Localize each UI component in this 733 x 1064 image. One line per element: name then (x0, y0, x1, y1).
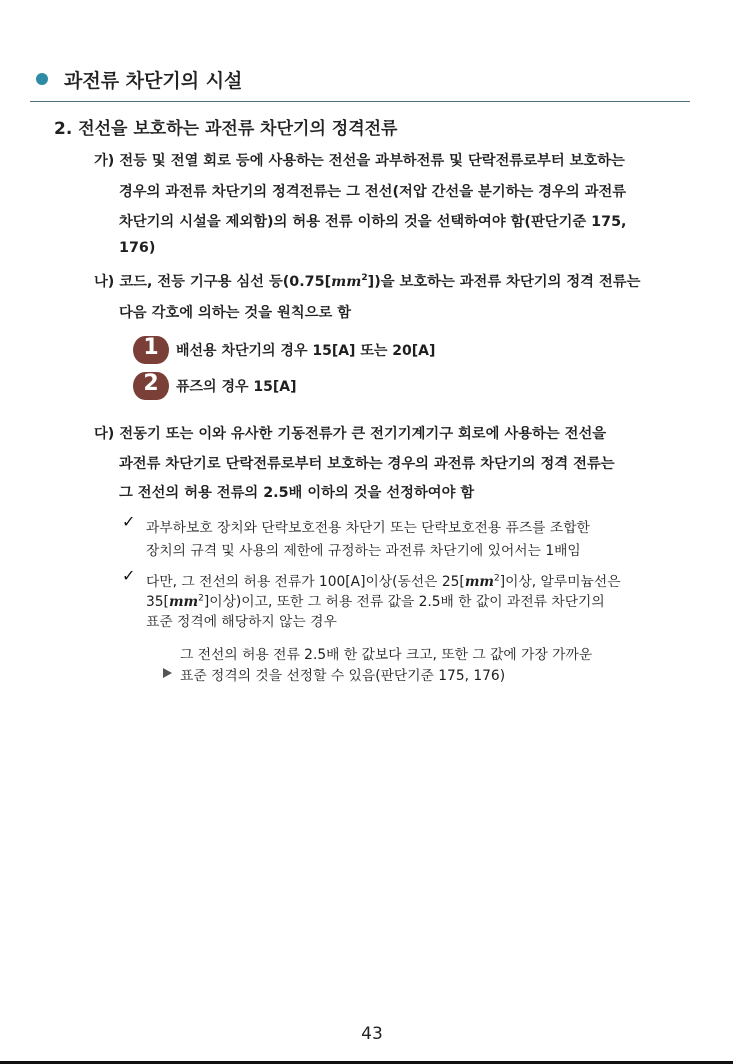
paragraph-b-line: 다음 각호에 의하는 것을 원칙으로 함 (119, 305, 352, 321)
paragraph-b-text: ])을 보호하는 과전류 차단기의 정격 전류는 (367, 274, 641, 290)
paragraph-a-line: 차단기의 시설을 제외함)의 허용 전류 이하의 것을 선택하여야 함(판단기준 175, (119, 214, 627, 230)
check-item-text: ]이상, 알루미늄선은 (499, 574, 621, 590)
check-item-line (146, 570, 621, 590)
paragraph-b-line (94, 271, 640, 291)
check-item-text: 35[ (146, 594, 169, 610)
unit-mm: mm (168, 594, 199, 610)
unit-mm: mm (464, 574, 495, 590)
paragraph-a-line: 가) 전등 및 전열 회로 등에 사용하는 전선을 과부하전류 및 단락전류로부터 보호하는 (94, 153, 625, 169)
sub-note-line: 그 전선의 허용 전류 2.5배 한 값보다 크고, 또한 그 값에 가장 가까운 (180, 647, 593, 663)
paragraph-c-line: 과전류 차단기로 단락전류로부터 보호하는 경우의 과전류 차단기의 정격 전류는 (119, 456, 615, 472)
check-item-line: 표준 정격에 해당하지 않는 경우 (146, 614, 337, 630)
check-item-text: 다만, 그 전선의 허용 전류가 100[A]이상(동선은 25[ (146, 574, 465, 590)
check-item-line: 장치의 규격 및 사용의 제한에 규정하는 과전류 차단기에 있어서는 1배임 (146, 543, 581, 559)
paragraph-c-line: 그 전선의 허용 전류의 2.5배 이하의 것을 선정하여야 함 (119, 485, 475, 501)
check-icon: ✓ (122, 566, 136, 585)
list-item: 배선용 차단기의 경우 15[A] 또는 20[A] (176, 343, 436, 359)
number-badge: 1 (133, 336, 169, 364)
unit-superscript: 2 (198, 593, 204, 604)
check-icon: ✓ (122, 512, 136, 531)
unit-superscript: 2 (361, 273, 368, 284)
check-item-line: 과부하보호 장치와 단락보호전용 차단기 또는 단락보호전용 퓨즈를 조합한 (146, 520, 590, 536)
paragraph-a-line: 경우의 과전류 차단기의 정격전류는 그 전선(저압 간선을 분기하는 경우의 과전류 (119, 184, 627, 200)
page-title: 과전류 차단기의 시설 (64, 70, 243, 92)
paragraph-b-text: 나) 코드, 전등 기구용 심선 등(0.75[ (94, 274, 332, 290)
list-item: 퓨즈의 경우 15[A] (176, 379, 297, 395)
triangle-bullet-icon (163, 668, 172, 678)
header-divider (30, 101, 690, 102)
check-item-line (146, 590, 605, 610)
unit-mm: mm (331, 274, 362, 290)
unit-superscript: 2 (494, 573, 500, 584)
page-number: 43 (361, 1024, 383, 1044)
section-title: 2. 전선을 보호하는 과전류 차단기의 정격전류 (54, 119, 398, 139)
section-bullet-icon (36, 73, 48, 85)
paragraph-a-line: 176) (119, 240, 156, 256)
check-item-text: ]이상)이고, 또한 그 허용 전류 값을 2.5배 한 값이 과전류 차단기의 (203, 594, 605, 610)
sub-note-line: 표준 정격의 것을 선정할 수 있음(판단기준 175, 176) (180, 668, 506, 684)
paragraph-c-line: 다) 전동기 또는 이와 유사한 기동전류가 큰 전기기계기구 회로에 사용하는 전선을 (94, 426, 607, 442)
number-badge: 2 (133, 372, 169, 400)
